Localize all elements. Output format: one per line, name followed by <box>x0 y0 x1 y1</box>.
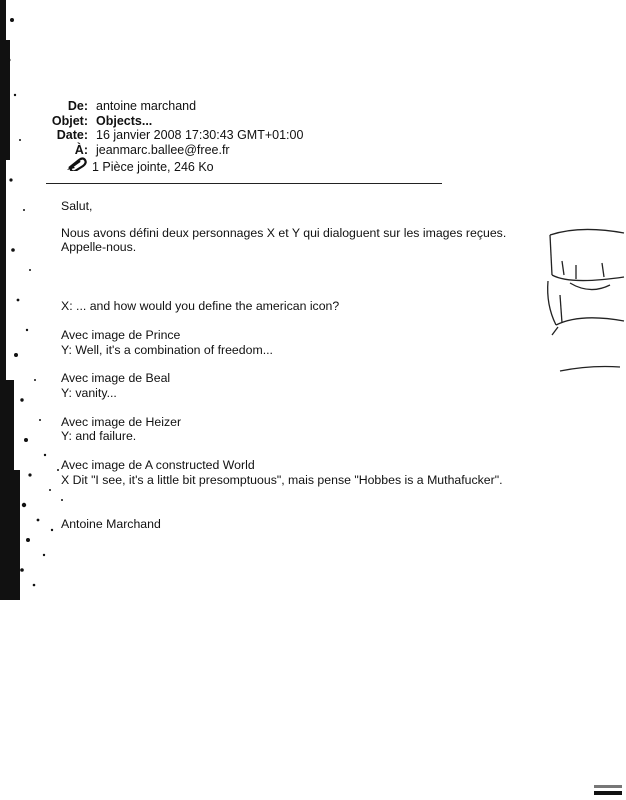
attachment-value: 1 Pièce jointe, 246 Ko <box>92 160 214 175</box>
dialogue-reply: X Dit "I see, it's a little bit presomptuous", mais pense "Hobbes is a Muthafucker". <box>61 472 503 487</box>
to-label: À: <box>74 142 88 157</box>
date-row <box>40 128 303 143</box>
dialogue-caption: Avec image de Heizer <box>61 414 182 429</box>
scan-footer-mark <box>594 785 622 795</box>
intro-line-2: Appelle-nous. <box>61 240 137 255</box>
email-header <box>40 99 304 175</box>
dialogue-caption: Avec image de Beal <box>61 371 171 386</box>
to-row <box>40 143 303 158</box>
hand-sketch-drawing <box>540 225 626 385</box>
date-value: 16 janvier 2008 17:30:43 GMT+01:00 <box>96 128 304 143</box>
paperclip-icon <box>40 157 92 171</box>
dialogue-reply: Y: vanity... <box>61 385 117 400</box>
from-row <box>40 99 303 114</box>
dialogue-caption: Avec image de Prince <box>61 327 181 342</box>
subject-value: Objects... <box>96 113 153 128</box>
scan-noise-edge <box>0 0 70 600</box>
header-divider <box>46 183 442 184</box>
dialogue-reply: Y: and failure. <box>61 429 137 444</box>
subject-row <box>40 114 303 129</box>
signature: Antoine Marchand <box>61 517 161 532</box>
greeting: Salut, <box>61 199 93 213</box>
to-value: jeanmarc.ballee@free.fr <box>96 142 230 157</box>
attachment-row <box>40 157 303 175</box>
from-label: De: <box>67 99 88 113</box>
dialogue-caption: Avec image de A constructed World <box>61 458 255 473</box>
email-body <box>61 199 521 532</box>
from-value: antoine marchand <box>96 99 197 113</box>
subject-label: Objet: <box>51 113 88 128</box>
dialogue-reply: Y: Well, it's a combination of freedom... <box>61 342 273 357</box>
intro-line-1: Nous avons défini deux personnages X et Y qui dialoguent sur les images reçues. <box>61 225 507 240</box>
question-line: X: ... and how would you define the american icon? <box>61 299 340 314</box>
date-label: Date: <box>56 128 88 143</box>
